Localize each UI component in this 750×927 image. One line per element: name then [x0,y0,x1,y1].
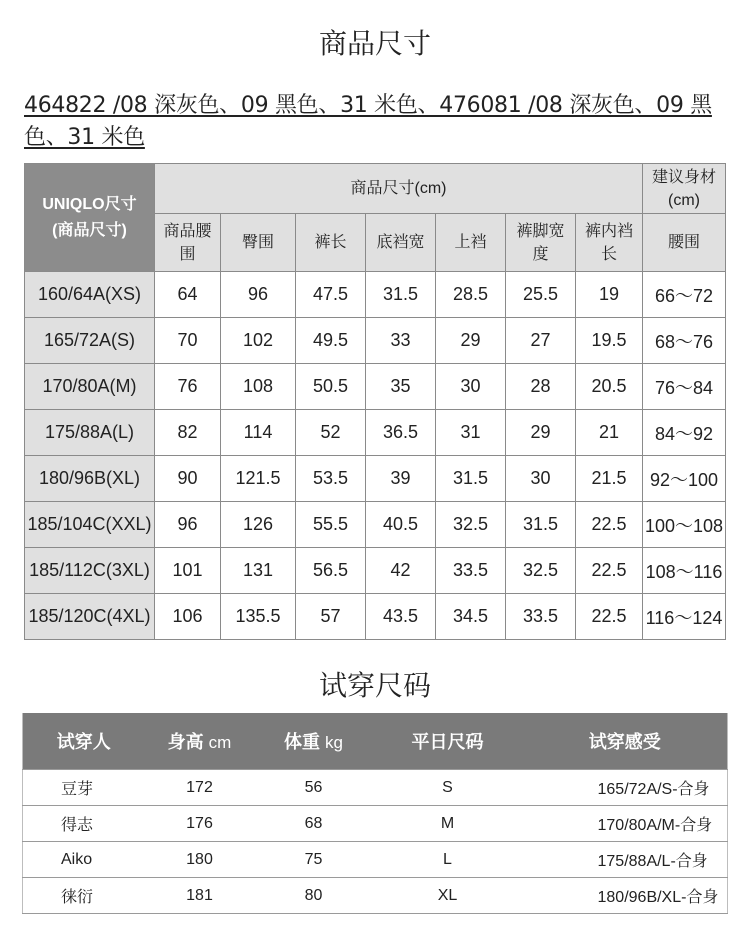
trial-usual-size-cell: S [373,770,523,806]
size-value-cell: 68～76 [643,318,726,364]
size-value-cell: 31 [436,410,506,456]
column-header: 商品腰 围 [155,214,221,272]
trial-fit-cell: 170/80A/M-合身 [523,806,728,842]
header-weight-label: 体重 [284,732,320,752]
column-header: 裤长 [296,214,366,272]
size-value-cell: 126 [221,502,296,548]
trial-fit-cell: 180/96B/XL-合身 [523,878,728,914]
header-weight [255,713,373,770]
header-height-unit: cm [208,733,232,752]
size-value-cell: 70 [155,318,221,364]
size-value-cell: 106 [155,594,221,640]
size-label: 170/80A(M) [25,364,155,410]
trial-fit-table [22,713,728,914]
size-value-cell: 28 [506,364,576,410]
header-height [145,713,255,770]
trial-row [23,806,728,842]
column-header: 裤脚宽 度 [506,214,576,272]
size-table-body [25,272,726,640]
size-value-cell: 76～84 [643,364,726,410]
size-value-cell: 28.5 [436,272,506,318]
size-label: 160/64A(XS) [25,272,155,318]
size-value-cell: 52 [296,410,366,456]
size-value-cell: 43.5 [366,594,436,640]
size-value-cell: 53.5 [296,456,366,502]
size-value-cell: 32.5 [436,502,506,548]
trial-usual-size-cell: L [373,842,523,878]
size-value-cell: 64 [155,272,221,318]
size-value-cell: 35 [366,364,436,410]
size-value-cell: 33.5 [506,594,576,640]
size-value-cell: 47.5 [296,272,366,318]
size-value-cell: 40.5 [366,502,436,548]
size-row [25,272,726,318]
size-value-cell: 108～116 [643,548,726,594]
trial-weight-cell: 68 [255,806,373,842]
trial-weight-cell: 75 [255,842,373,878]
size-value-cell: 31.5 [436,456,506,502]
size-value-cell: 29 [506,410,576,456]
size-value-cell: 57 [296,594,366,640]
size-value-cell: 114 [221,410,296,456]
size-value-cell: 30 [506,456,576,502]
trial-header-row [23,713,728,770]
size-value-cell: 32.5 [506,548,576,594]
trial-height-cell: 181 [145,878,255,914]
size-label: 185/112C(3XL) [25,548,155,594]
size-value-cell: 101 [155,548,221,594]
trial-fit-cell: 165/72A/S-合身 [523,770,728,806]
size-label: 185/120C(4XL) [25,594,155,640]
size-row [25,318,726,364]
trial-height-cell: 172 [145,770,255,806]
size-chart-table [24,163,726,640]
size-value-cell: 50.5 [296,364,366,410]
size-value-cell: 84～92 [643,410,726,456]
column-header: 上裆 [436,214,506,272]
column-header: 臀围 [221,214,296,272]
header-usual-size: 平日尺码 [373,713,523,770]
trial-weight-cell: 56 [255,770,373,806]
trial-person-cell: 徕衍 [23,878,145,914]
size-value-cell: 82 [155,410,221,456]
size-value-cell: 121.5 [221,456,296,502]
size-label: 165/72A(S) [25,318,155,364]
trial-height-cell: 180 [145,842,255,878]
trial-height-cell: 176 [145,806,255,842]
size-row [25,594,726,640]
size-corner-header [25,164,155,272]
size-row [25,364,726,410]
size-value-cell: 33.5 [436,548,506,594]
size-label: 180/96B(XL) [25,456,155,502]
trial-section-title: 试穿尺码 [318,669,431,702]
size-value-cell: 22.5 [576,502,643,548]
size-value-cell: 96 [221,272,296,318]
size-value-cell: 90 [155,456,221,502]
size-value-cell: 34.5 [436,594,506,640]
size-value-cell: 21 [576,410,643,456]
trial-table-body [23,770,728,914]
header-weight-unit: kg [325,733,343,752]
header-fit: 试穿感受 [523,713,728,770]
size-row [25,456,726,502]
size-value-cell: 56.5 [296,548,366,594]
size-value-cell: 25.5 [506,272,576,318]
size-value-cell: 100～108 [643,502,726,548]
product-size-group-header: 商品尺寸(cm) [155,164,643,214]
trial-row [23,878,728,914]
size-value-cell: 135.5 [221,594,296,640]
size-value-cell: 108 [221,364,296,410]
size-value-cell: 76 [155,364,221,410]
trial-usual-size-cell: XL [373,878,523,914]
trial-person-cell: Aiko [23,842,145,878]
size-value-cell: 66～72 [643,272,726,318]
body-recommend-header [643,164,726,214]
trial-person-cell: 豆芽 [23,770,145,806]
size-value-cell: 29 [436,318,506,364]
product-codes-line: 464822 /08 深灰色、09 黑色、31 米色、476081 /08 深灰色、09 黑色、31 米色 [24,93,712,150]
size-label: 175/88A(L) [25,410,155,456]
size-value-cell: 39 [366,456,436,502]
column-header: 腰围 [643,214,726,272]
corner-label: UNIQLO尺寸 (商品尺寸) [42,195,137,239]
header-height-label: 身高 [167,732,204,752]
trial-person-cell: 得志 [23,806,145,842]
size-value-cell: 49.5 [296,318,366,364]
size-value-cell: 21.5 [576,456,643,502]
trial-usual-size-cell: M [373,806,523,842]
size-value-cell: 20.5 [576,364,643,410]
size-section-title: 商品尺寸 [318,27,431,60]
size-label: 185/104C(XXL) [25,502,155,548]
size-value-cell: 31.5 [366,272,436,318]
size-value-cell: 116～124 [643,594,726,640]
size-value-cell: 22.5 [576,548,643,594]
size-row [25,548,726,594]
trial-fit-cell: 175/88A/L-合身 [523,842,728,878]
trial-row [23,842,728,878]
body-recommend-label: 建议身材 (cm) [651,168,716,209]
trial-row [23,770,728,806]
column-header: 底裆宽 [366,214,436,272]
size-value-cell: 55.5 [296,502,366,548]
size-row [25,410,726,456]
size-value-cell: 30 [436,364,506,410]
size-value-cell: 33 [366,318,436,364]
size-value-cell: 42 [366,548,436,594]
size-value-cell: 19 [576,272,643,318]
header-person: 试穿人 [23,713,145,770]
size-value-cell: 31.5 [506,502,576,548]
size-value-cell: 102 [221,318,296,364]
column-header: 裤内裆 长 [576,214,643,272]
trial-weight-cell: 80 [255,878,373,914]
size-row [25,502,726,548]
size-value-cell: 19.5 [576,318,643,364]
size-value-cell: 131 [221,548,296,594]
size-value-cell: 27 [506,318,576,364]
size-value-cell: 96 [155,502,221,548]
size-value-cell: 36.5 [366,410,436,456]
size-value-cell: 92～100 [643,456,726,502]
size-value-cell: 22.5 [576,594,643,640]
